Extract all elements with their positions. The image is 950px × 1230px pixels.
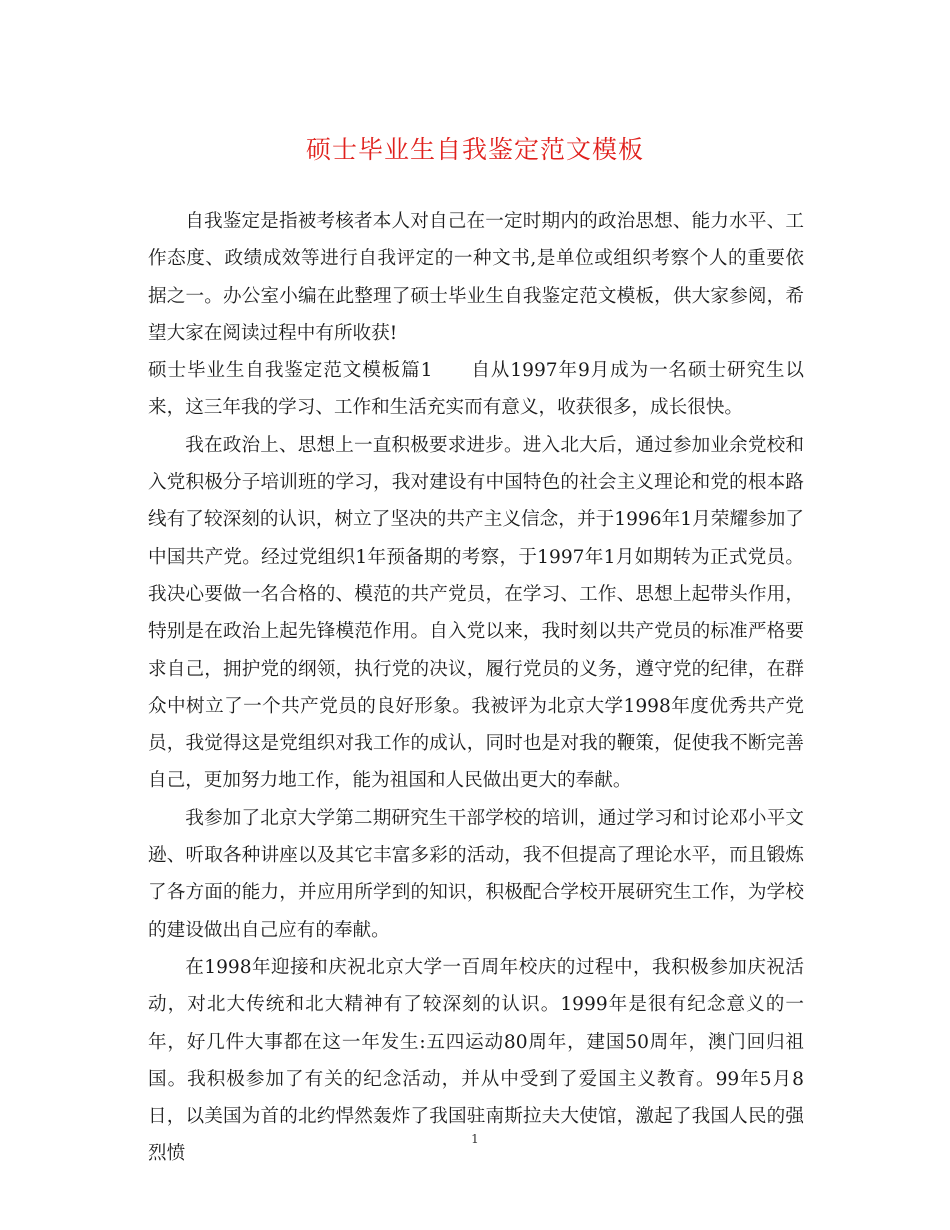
body-paragraph: 在1998年迎接和庆祝北京大学一百周年校庆的过程中，我积极参加庆祝活动，对北大传统和北大精神有了较深刻的认识。1999年是很有纪念意义的一年，好几件大事都在这一年发生:五四运动80周年，建国50周年，澳门回归祖国。我积极参加了有关的纪念活动，并从中受到了爱国主义教育。99年5月8日，以美国为首的北约悍然轰炸了我国驻南斯拉夫大使馆，激起了我国人民的强烈愤 [148,956,804,1165]
body-paragraph: 我参加了北京大学第二期研究生干部学校的培训，通过学习和讨论邓小平文逊、听取各种讲座以及其它丰富多彩的活动，我不但提高了理论水平，而且锻炼了各方面的能力，并应用所学到的知识，积极配合学校开展研究生工作，为学校的建设做出自己应有的奉献。 [148,807,804,941]
section-paragraph [148,352,804,427]
intro-paragraph: 自我鉴定是指被考核者本人对自己在一定时期内的政治思想、能力水平、工作态度、政绩成效等进行自我评定的一种文书,是单位或组织考察个人的重要依据之一。办公室小编在此整理了硕士毕业生自我鉴定范文模板，供大家参阅，希望大家在阅读过程中有所收获! [148,211,804,344]
page-number: 1 [471,1132,479,1146]
document-title: 硕士毕业生自我鉴定范文模板 [305,135,644,164]
document-body [148,203,804,1173]
section-heading: 硕士毕业生自我鉴定范文模板篇1 [148,360,433,382]
body-paragraph: 我在政治上、思想上一直积极要求进步。进入北大后，通过参加业余党校和入党积极分子培训班的学习，我对建设有中国特色的社会主义理论和党的根本路线有了较深刻的认识，树立了坚决的共产主义信念，并于1996年1月荣耀参加了中国共产党。经过党组织1年预备期的考察，于1997年1月如期转为正式党员。我决心要做一名合格的、模范的共产党员，在学习、工作、思想上起带头作用，特别是在政治上起先锋模范作用。自入党以来，我时刻以共产党员的标准严格要求自己，拥护党的纲领，执行党的决议，履行党员的义务，遵守党的纪律，在群众中树立了一个共产党员的良好形象。我被评为北京大学1998年度优秀共产党员，我觉得这是党组织对我工作的成认，同时也是对我的鞭策，促使我不断完善自己，更加努力地工作，能为祖国和人民做出更大的奉献。 [148,434,804,792]
section-lead: 自从1997年9月成为一名硕士研究生以来，这三年我的学习、工作和生活充实而有意义，收获很多，成长很快。 [148,360,804,419]
